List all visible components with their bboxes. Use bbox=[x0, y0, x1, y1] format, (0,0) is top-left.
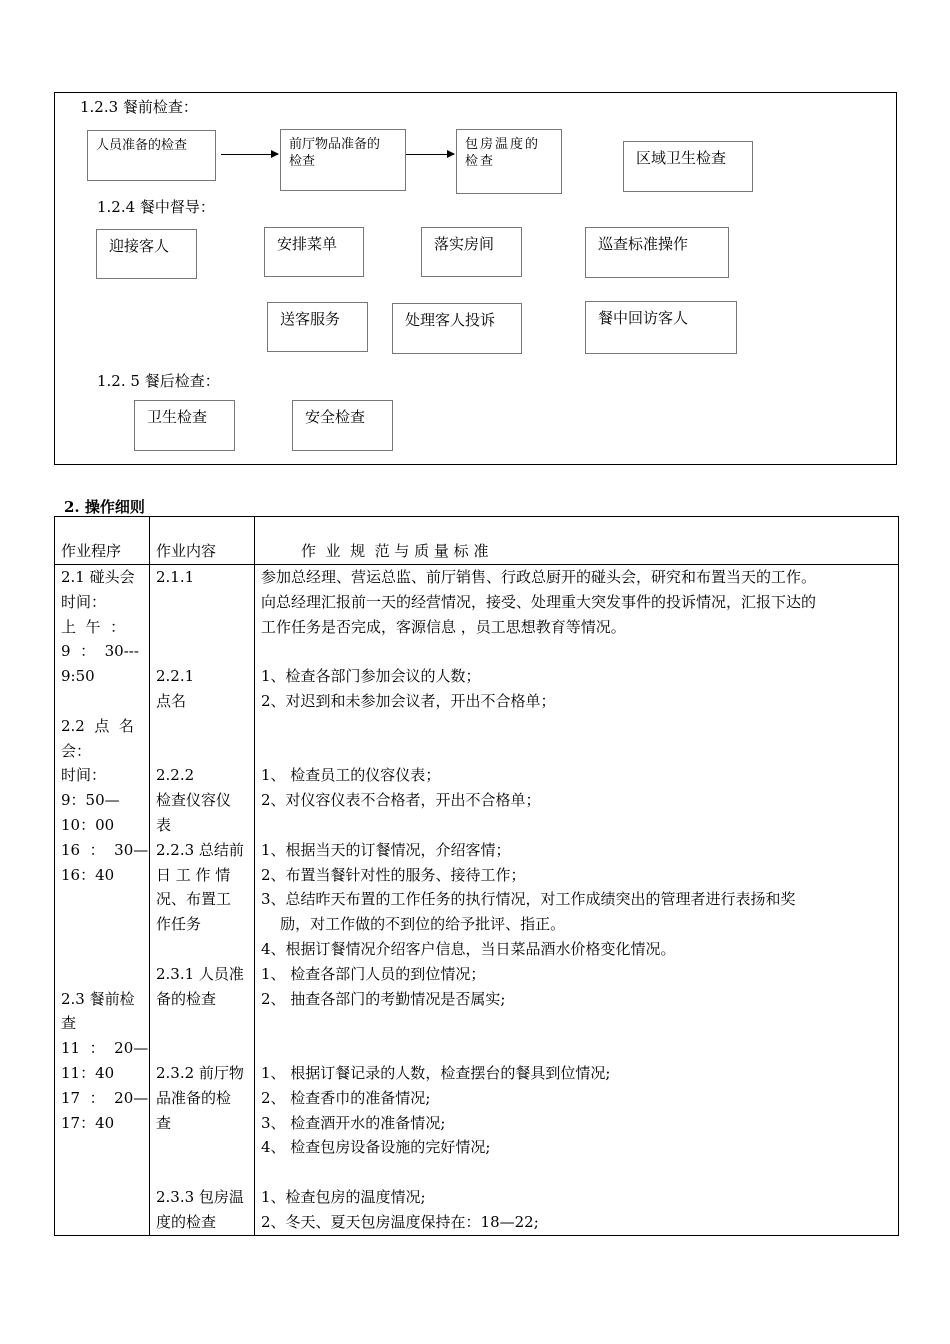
table-cell-line bbox=[156, 1160, 248, 1185]
table-cell-line: 1、检查各部门参加会议的人数； bbox=[261, 667, 481, 686]
table-row bbox=[55, 565, 899, 1236]
flow-box-arrange-menu: 安排菜单 bbox=[264, 227, 364, 277]
table-cell-line: 2.3.2 前厅物 bbox=[156, 1063, 244, 1082]
procedure-column bbox=[55, 565, 150, 1236]
table-cell-line: 1、 检查各部门人员的到位情况； bbox=[261, 964, 486, 983]
table-cell-line bbox=[61, 1185, 143, 1210]
flow-box-staff-prep: 人员准备的检查 bbox=[87, 130, 216, 181]
table-cell-line bbox=[261, 1011, 892, 1036]
table-header-row bbox=[55, 517, 899, 565]
table-cell-line bbox=[156, 1135, 248, 1160]
flow-arrow bbox=[406, 154, 454, 155]
header-procedure: 作业程序 bbox=[55, 517, 150, 565]
table-cell-line bbox=[61, 1160, 143, 1185]
section-title: 2. 操作细则 bbox=[64, 498, 145, 516]
table-cell-line: 2.2.1 bbox=[156, 667, 195, 686]
table-cell-line bbox=[61, 962, 143, 987]
table-cell-line bbox=[261, 639, 892, 664]
flow-box-front-hall-prep: 前厅物品准备的 检查 bbox=[280, 129, 406, 191]
table-cell-line bbox=[156, 615, 248, 640]
table-cell-line bbox=[61, 689, 143, 714]
post-meal-check-title: 1.2. 5 餐后检查： bbox=[97, 372, 220, 390]
table-cell-line bbox=[61, 1135, 143, 1160]
flow-box-patrol-operations: 巡查标准操作 bbox=[585, 227, 729, 278]
flow-box-handle-complaints: 处理客人投诉 bbox=[392, 303, 522, 354]
table-cell-line: 2、对仪容仪表不合格者，开出不合格单； bbox=[261, 791, 541, 810]
standards-column bbox=[255, 565, 899, 1236]
table-cell-line bbox=[261, 1160, 892, 1185]
table-cell-line bbox=[61, 912, 143, 937]
content-column bbox=[150, 565, 255, 1236]
table-cell-line: 9 ： 30--- bbox=[61, 642, 139, 661]
table-cell-line: 日 工 作 情 bbox=[156, 865, 231, 884]
table-cell-line: 3、 检查酒开水的准备情况; bbox=[261, 1113, 446, 1132]
flow-box-hygiene-check: 卫生检查 bbox=[134, 400, 235, 451]
table-cell-line: 2、冬天、夏天包房温度保持在：18—22; bbox=[261, 1212, 539, 1231]
table-cell-line bbox=[61, 937, 143, 962]
table-cell-line: 表 bbox=[156, 815, 172, 834]
table-cell-line: 16：40 bbox=[61, 865, 115, 884]
table-cell-line bbox=[261, 739, 892, 764]
table-cell-line: 2、 检查香巾的准备情况; bbox=[261, 1088, 431, 1107]
table-cell-line bbox=[61, 1210, 143, 1235]
table-cell-line: 1、根据当天的订餐情况，介绍客情； bbox=[261, 840, 511, 859]
table-cell-line: 2.3.1 人员准 bbox=[156, 964, 244, 983]
header-standards: 作 业 规 范 与 质 量 标 准 bbox=[255, 517, 899, 565]
table-cell-line: 17 ： 20— bbox=[61, 1088, 149, 1107]
table-cell-line: 检查仪容仪 bbox=[156, 791, 232, 810]
table-cell-line: 查 bbox=[61, 1014, 77, 1033]
table-cell-line: 点名 bbox=[156, 691, 187, 710]
table-cell-line bbox=[156, 937, 248, 962]
table-cell-line: 2.2.3 总结前 bbox=[156, 840, 244, 859]
table-cell-line: 工作任务是否完成，客源信息 ，员工思想教育等情况。 bbox=[261, 617, 626, 636]
table-cell-line bbox=[156, 1011, 248, 1036]
flow-arrow bbox=[221, 154, 278, 155]
table-cell-line bbox=[156, 714, 248, 739]
table-cell-line bbox=[156, 590, 248, 615]
table-cell-line: 时间： bbox=[61, 766, 107, 785]
flow-box-confirm-room: 落实房间 bbox=[421, 227, 522, 277]
table-cell-line: 9：50— bbox=[61, 791, 120, 810]
header-content: 作业内容 bbox=[150, 517, 255, 565]
table-cell-line: 时间： bbox=[61, 592, 107, 611]
table-cell-line: 2.1.1 bbox=[156, 568, 195, 586]
table-cell-line: 2、对迟到和未参加会议者，开出不合格单； bbox=[261, 691, 556, 710]
table-cell-line: 度的检查 bbox=[156, 1212, 217, 1231]
table-cell-line: 上 午 ： bbox=[61, 617, 126, 636]
table-cell-line: 11：40 bbox=[61, 1063, 115, 1082]
flow-box-room-temp: 包房温度的 检查 bbox=[456, 129, 562, 194]
table-cell-line: 查 bbox=[156, 1113, 172, 1132]
table-cell-line: 4、根据订餐情况介绍客户信息，当日菜品酒水价格变化情况。 bbox=[261, 939, 676, 958]
table-cell-line: 11 ： 20— bbox=[61, 1039, 149, 1058]
table-cell-line: 9:50 bbox=[61, 667, 95, 686]
pre-meal-check-title: 1.2.3 餐前检查： bbox=[80, 98, 198, 116]
table-cell-line: 2.3.3 包房温 bbox=[156, 1187, 244, 1206]
table-cell-line bbox=[156, 739, 248, 764]
table-cell-line bbox=[156, 1036, 248, 1061]
table-cell-line bbox=[61, 887, 143, 912]
flow-box-farewell-service: 送客服务 bbox=[267, 302, 368, 352]
table-cell-line: 励，对工作做的不到位的给予批评、指正。 bbox=[261, 915, 566, 934]
table-cell-line: 1、检查包房的温度情况; bbox=[261, 1187, 426, 1206]
flow-box-safety-check: 安全检查 bbox=[292, 400, 393, 451]
flow-box-area-hygiene: 区域卫生检查 bbox=[623, 141, 753, 192]
table-cell-line: 10：00 bbox=[61, 815, 115, 834]
table-cell-line: 参加总经理、营运总监、前厅销售、行政总厨开的碰头会，研究和布置当天的工作。 bbox=[261, 568, 817, 586]
table-cell-line: 会： bbox=[61, 741, 92, 760]
table-cell-line: 2.3 餐前检 bbox=[61, 989, 135, 1008]
flow-box-revisit-guests: 餐中回访客人 bbox=[585, 301, 737, 354]
table-cell-line bbox=[261, 714, 892, 739]
table-cell-line: 1、 检查员工的仪容仪表； bbox=[261, 766, 441, 785]
table-cell-line: 17：40 bbox=[61, 1113, 115, 1132]
table-cell-line bbox=[261, 1036, 892, 1061]
in-meal-supervision-title: 1.2.4 餐中督导： bbox=[97, 198, 215, 216]
table-cell-line: 2、 抽查各部门的考勤情况是否属实; bbox=[261, 989, 506, 1008]
table-cell-line bbox=[156, 639, 248, 664]
table-cell-line: 2.2 点 名 bbox=[61, 716, 134, 735]
table-cell-line: 备的检查 bbox=[156, 989, 217, 1008]
table-cell-line bbox=[261, 813, 892, 838]
table-cell-line: 16 ： 30— bbox=[61, 840, 149, 859]
table-cell-line: 4、 检查包房设备设施的完好情况; bbox=[261, 1138, 491, 1157]
flow-box-greet-guests: 迎接客人 bbox=[96, 229, 197, 279]
table-cell-line: 2、布置当餐针对性的服务、接待工作； bbox=[261, 865, 526, 884]
table-cell-line: 2.2.2 bbox=[156, 766, 195, 785]
table-cell-line: 品准备的检 bbox=[156, 1088, 232, 1107]
table-cell-line: 况、布置工 bbox=[156, 890, 232, 909]
table-cell-line: 1、 根据订餐记录的人数，检查摆台的餐具到位情况; bbox=[261, 1063, 611, 1082]
table-cell-line: 作任务 bbox=[156, 915, 202, 934]
table-cell-line: 2.1 碰头会 bbox=[61, 568, 135, 586]
operations-table bbox=[54, 516, 899, 1236]
table-cell-line: 向总经理汇报前一天的经营情况，接受、处理重大突发事件的投诉情况，汇报下达的 bbox=[261, 592, 817, 611]
table-cell-line: 3、总结昨天布置的工作任务的执行情况，对工作成绩突出的管理者进行表扬和奖 bbox=[261, 890, 796, 909]
